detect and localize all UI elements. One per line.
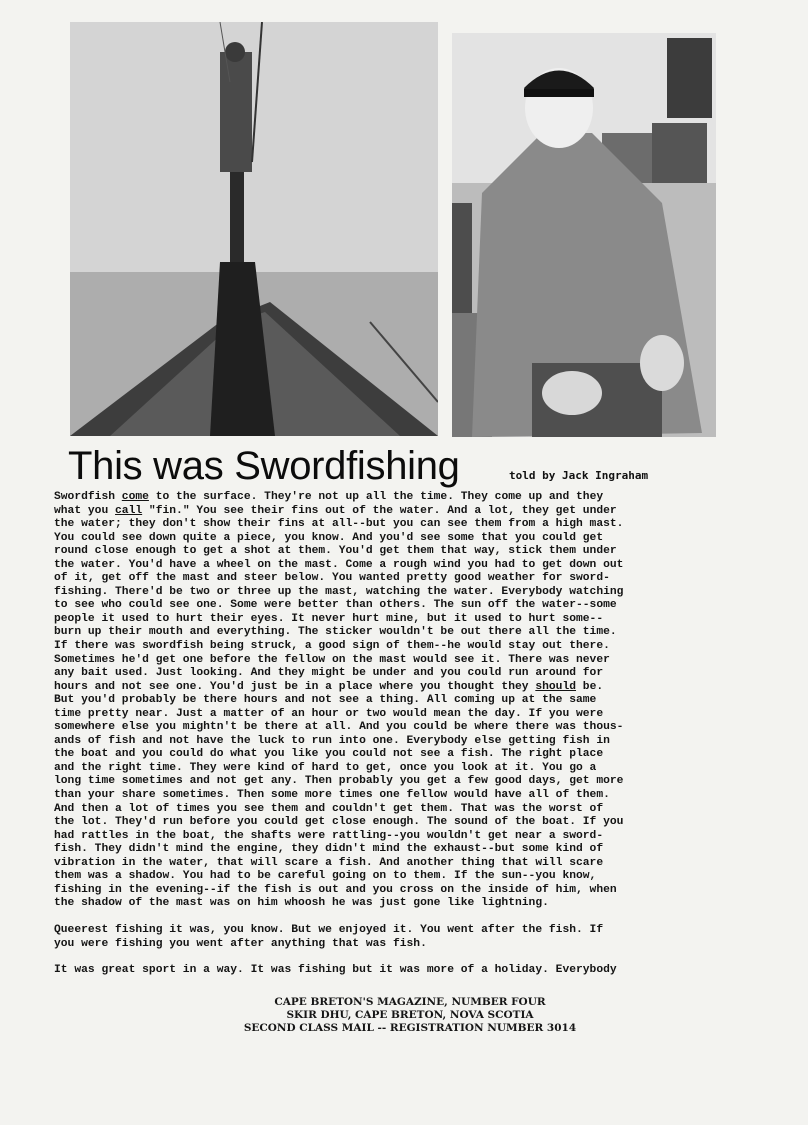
mast-bow-photo bbox=[70, 22, 438, 436]
story-line: you were fishing you went after anything that was fish. bbox=[54, 937, 427, 950]
underlined-word: should bbox=[535, 680, 577, 693]
story-line: And then a lot of times you see them and couldn't get them. That was the worst of bbox=[54, 802, 604, 815]
story-line: what you call "fin." You see their fins out of the water. And a lot, they get under bbox=[54, 504, 617, 517]
story-line: Swordfish come to the surface. They're not up all the time. They come up and they bbox=[54, 491, 604, 503]
story-line: people it used to hurt their eyes. It never hurt mine, but it used to hurt some-- bbox=[54, 612, 604, 625]
story-line: Sometimes he'd get one before the fellow on the mast would see it. There was never bbox=[54, 653, 610, 666]
story-line: If there was swordfish being struck, a good sign of them--he would stay out there. bbox=[54, 640, 610, 653]
story-line: and the right time. They were kind of hard to get, once you look at it. You go a bbox=[54, 761, 597, 774]
story-line: than your share sometimes. Then some more times one fellow would have all of them. bbox=[54, 789, 610, 802]
story-line: the water; they don't show their fins at all--but you can see them from a high mast. bbox=[54, 518, 624, 531]
story-line: round close enough to get a shot at them. You'd get them that way, stick them under bbox=[54, 545, 617, 558]
story-line: of it, get off the mast and steer below. You wanted pretty good weather for sword- bbox=[54, 572, 610, 585]
story-line: It was great sport in a way. It was fishing but it was more of a holiday. Everybody bbox=[54, 964, 617, 977]
story-line: the water. You'd have a wheel on the mast. Come a rough wind you had to get down out bbox=[54, 558, 624, 571]
story-line: the shadow of the mast was on him whoosh he was just gone like lightning. bbox=[54, 897, 549, 910]
story-line: them was a shadow. You had to be careful going on to them. If the sun--you know, bbox=[54, 870, 597, 883]
story-line: vibration in the water, that will scare a fish. And another thing that will scare bbox=[54, 856, 604, 869]
story-line: to see who could see one. Some were better than others. The sun off the water--some bbox=[54, 599, 617, 612]
footer-line: CAPE BRETON'S MAGAZINE, NUMBER FOUR bbox=[274, 996, 546, 1008]
story-line: the boat and you could do what you like you could not see a fish. The right place bbox=[54, 748, 604, 761]
underlined-word: call bbox=[115, 504, 143, 517]
story-line: fish. They didn't mind the engine, they didn't mind the exhaust--but some kind of bbox=[54, 843, 604, 856]
story-line: time pretty near. Just a matter of an hour or two would mean the day. If you were bbox=[54, 707, 604, 720]
byline: told by Jack Ingraham bbox=[509, 469, 649, 482]
story-line: had rattles in the boat, the shafts were rattling--you wouldn't get near a sword- bbox=[54, 829, 604, 842]
story-line: the lot. They'd run before you could get close enough. The sound of the boat. If you bbox=[54, 816, 624, 829]
story-line: ands of fish and not have the luck to run into one. Everybody else getting fish in bbox=[54, 734, 610, 747]
story-body bbox=[54, 491, 744, 978]
publication-footer bbox=[160, 996, 660, 1035]
story-line: fishing in the evening--if the fish is out and you cross on the inside of him, when bbox=[54, 883, 617, 896]
portrait-photo bbox=[452, 33, 716, 437]
footer-line: SECOND CLASS MAIL -- REGISTRATION NUMBER 3014 bbox=[243, 1022, 577, 1034]
story-line: You could see down quite a piece, you know. And you'd see some that you could get bbox=[54, 531, 604, 544]
underlined-word: come bbox=[121, 491, 149, 503]
story-line: burn up their mouth and everything. The sticker wouldn't be out there all the time. bbox=[54, 626, 617, 639]
story-line: Queerest fishing it was, you know. But we enjoyed it. You went after the fish. If bbox=[54, 923, 604, 936]
headline-title: This was Swordfishing bbox=[68, 444, 460, 488]
story-line: But you'd probably be there hours and not see a thing. All coming up at the same bbox=[54, 694, 597, 707]
story-line: somewhere else you mightn't be there at all. And you could be where there was thous- bbox=[54, 721, 624, 734]
story-line: fishing. There'd be two or three up the mast, watching the water. Everybody watching bbox=[54, 585, 624, 598]
story-line: long time sometimes and not get any. Then probably you get a few good days, get more bbox=[54, 775, 624, 788]
footer-line: SKIR DHU, CAPE BRETON, NOVA SCOTIA bbox=[286, 1009, 534, 1021]
story-line: hours and not see one. You'd just be in a place where you thought they should be. bbox=[54, 680, 604, 693]
story-line: any bait used. Just looking. And they might be under and you could run around for bbox=[54, 667, 604, 680]
